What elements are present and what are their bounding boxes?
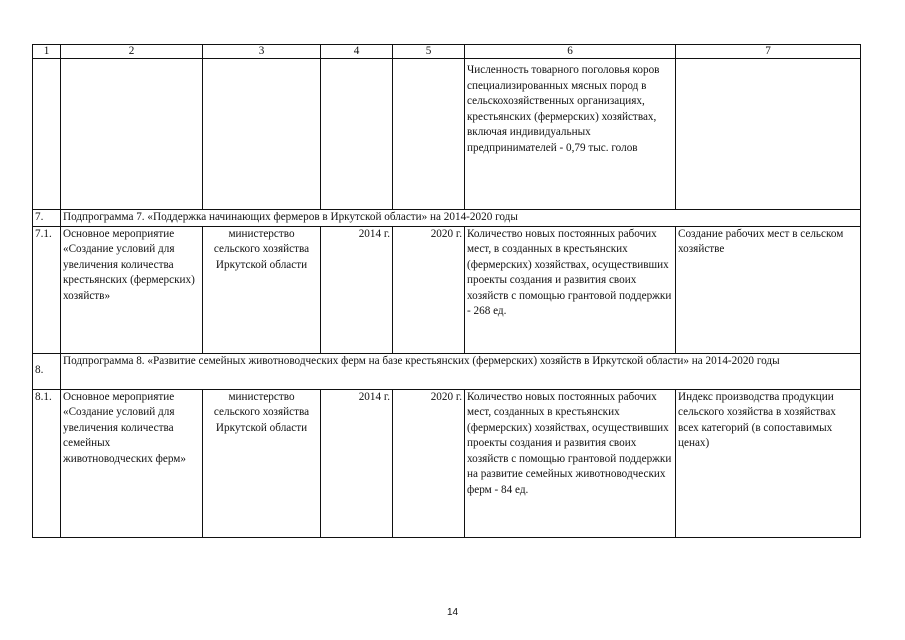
section-number: 7. — [33, 210, 61, 227]
cell-activity: Основное мероприятие «Создание условий для увеличения количества семейных животноводческих ферм» — [61, 389, 203, 537]
cell-activity: Основное мероприятие «Создание условий для увеличения количества крестьянских (фермерских) хозяйств» — [61, 226, 203, 353]
cell-end — [393, 59, 465, 210]
section-row — [33, 210, 861, 227]
col-header-4: 4 — [321, 45, 393, 59]
header-row — [33, 45, 861, 59]
cell-start — [321, 59, 393, 210]
cell-num — [33, 59, 61, 210]
section-number: 8. — [33, 353, 61, 389]
cell-activity — [61, 59, 203, 210]
section-title: Подпрограмма 8. «Развитие семейных животноводческих ферм на базе крестьянских (фермерских) хозяйств в Иркутской области» на 2014-2020 годы — [61, 353, 861, 389]
table-row — [33, 389, 861, 537]
table-row — [33, 59, 861, 210]
col-header-3: 3 — [203, 45, 321, 59]
cell-start: 2014 г. — [321, 226, 393, 353]
cell-end: 2020 г. — [393, 226, 465, 353]
cell-num: 7.1. — [33, 226, 61, 353]
col-header-6: 6 — [465, 45, 676, 59]
cell-executor: министерство сельского хозяйства Иркутской области — [203, 389, 321, 537]
cell-result: Индекс производства продукции сельского хозяйства в хозяйствах всех категорий (в сопоставимых ценах) — [676, 389, 861, 537]
col-header-5: 5 — [393, 45, 465, 59]
table-row — [33, 226, 861, 353]
section-title: Подпрограмма 7. «Поддержка начинающих фермеров в Иркутской области» на 2014-2020 годы — [61, 210, 861, 227]
section-row — [33, 353, 861, 389]
cell-executor: министерство сельского хозяйства Иркутской области — [203, 226, 321, 353]
cell-result — [676, 59, 861, 210]
col-header-2: 2 — [61, 45, 203, 59]
col-header-7: 7 — [676, 45, 861, 59]
cell-num: 8.1. — [33, 389, 61, 537]
cell-end: 2020 г. — [393, 389, 465, 537]
program-table — [32, 44, 861, 538]
cell-result: Создание рабочих мест в сельском хозяйстве — [676, 226, 861, 353]
page-number: 14 — [446, 607, 459, 618]
cell-indicator: Количество новых постоянных рабочих мест, созданных в крестьянских (фермерских) хозяйствах, осуществивших проекты создания и развития своих хозяйств с помощью грантовой поддержки на развитие семейных животноводческих ферм - 84 ед. — [465, 389, 676, 537]
cell-indicator: Количество новых постоянных рабочих мест, в созданных в крестьянских (фермерских) хозяйствах, осуществивших проекты создания и развития своих хозяйств с помощью грантовой поддержки - 268 ед. — [465, 226, 676, 353]
cell-indicator: Численность товарного поголовья коров специализированных мясных пород в сельскохозяйственных организациях, крестьянских (фермерских) хозяйствах, включая индивидуальных предпринимателей - 0,79 тыс. голов — [465, 59, 676, 210]
col-header-1: 1 — [33, 45, 61, 59]
cell-executor — [203, 59, 321, 210]
cell-start: 2014 г. — [321, 389, 393, 537]
